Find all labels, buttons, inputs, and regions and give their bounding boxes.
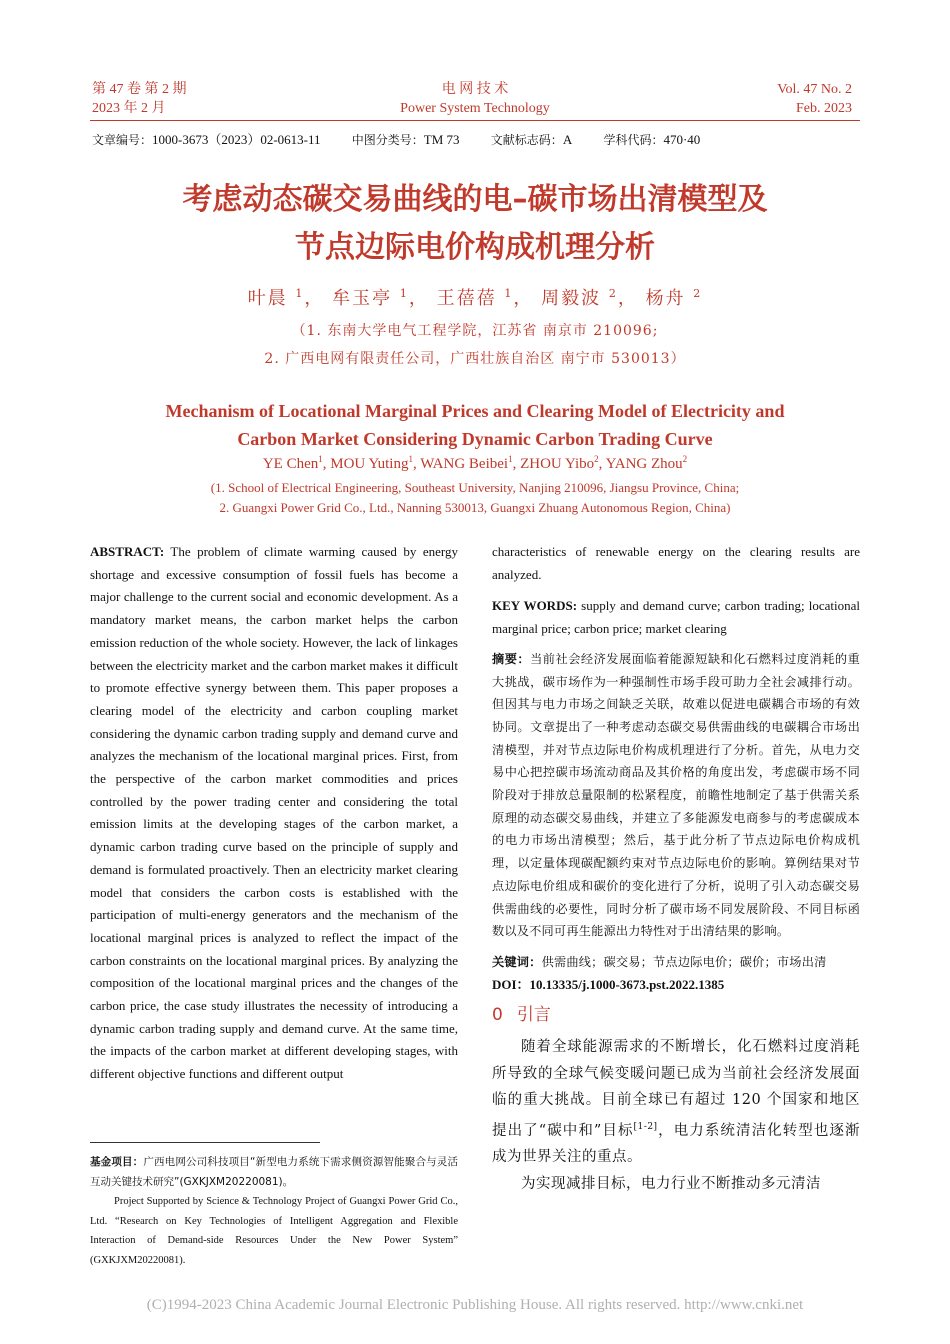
funding-zh: [90, 1153, 458, 1192]
header-divider: [90, 120, 860, 121]
affiliation-zh-1: （1. 东南大学电气工程学院，江苏省 南京市 210096;: [291, 323, 659, 339]
volume-zh: 第 47 卷 第 2 期: [92, 82, 187, 97]
date-zh: 2023 年 2 月: [92, 101, 166, 116]
journal-name-en: Power System Technology: [400, 101, 550, 116]
header-journal: [300, 80, 650, 118]
date-en: Feb. 2023: [796, 101, 852, 116]
abstract-en-text: The problem of climate warming caused by energy shortage and excessive consumption of fossil fuels has become a major challenge to the current social and economic development. As a mandatory market means, the carbon market helps the carbon emission reduction of the whole society. However, the lack of linkages between the electricity market and the carbon market makes it difficult to promote effective synergy between them. This paper proposes a clearing model of the electricity and carbon coupling market considering the dynamic carbon trading supply and demand curve and analyzes the mechanism of the locational marginal prices. First, from the perspective of the carbon market commodities and prices controlled by the power trading center and considering the total emission limits at the developing stages of the carbon market, a dynamic carbon trading curve based on the principle of supply and demand is formulated proactively. Then an electricity market clearing model that considers the carbon costs is established with the participation of multi-energy generators and the mechanism of the locational marginal prices is analyzed to reflect the impact of the carbon constraints on the locational marginal prices. By analyzing the composition of the locational marginal prices and the changes of the carbon price, the case study illustrates the necessity of introducing a dynamic carbon trading supply and demand curve. At the same time, the impacts of the carbon market at different developing stages, with different objective functions and different output: [90, 544, 458, 1082]
title-zh-line2: 节点边际电价构成机理分析: [295, 230, 655, 265]
author-zh: 叶晨 $^1$: [247, 287, 305, 309]
author-zh: 王蓓蓓 $^1$: [436, 287, 514, 309]
funding-zh-text: 广西电网公司科技项目“新型电力系统下需求侧资源智能聚合与灵活互动关键技术研究”(GXKJXM20220081)。: [90, 1156, 458, 1188]
authors-zh: 叶晨 $^1$， 牟玉亭 $^1$， 王蓓蓓 $^1$， 周毅波 $^2$， 杨舟 $^2$: [247, 287, 703, 309]
keywords-en-text: supply and demand curve; carbon trading; locational marginal price; carbon price; market clearing: [492, 598, 861, 637]
author-en: YANG Zhou$^2$: [605, 454, 688, 472]
abstract-zh-label: 摘要：: [492, 651, 531, 666]
affiliation-en-2: 2. Guangxi Power Grid Co., Ltd., Nanning 530013, Guangxi Zhuang Autonomous Region, China): [219, 500, 731, 515]
intro-paragraph-2: 为实现减排目标，电力行业不断推动多元清洁: [521, 1175, 821, 1192]
clc-number: 中图分类号：TM 73: [351, 132, 460, 147]
abstract-zh-text: 当前社会经济发展面临着能源短缺和化石燃料过度消耗的重大挑战，碳市场作为一种强制性市场手段可助力全社会减排行动。但因其与电力市场之间缺乏关联，故难以促进电碳耦合市场的有效协同。文章提出了一种考虑动态碳交易供需曲线的电碳耦合市场出清模型，并对节点边际电价构成机理进行了分析。首先，从电力交易中心把控碳市场流动商品及其价格的角度出发，考虑碳市场不同阶段对于排放总量限制的松紧程度，前瞻性地制定了基于供需关系原理的动态碳交易曲线，并建立了多能源发电商参与的考虑碳成本的电力市场出清模型；然后，基于此分析了节点边际电价构成机理，以定量体现碳配额约束对节点边际电价的影响。算例结果对节点边际电价组成和碳价的变化进行了分析，说明了引入动态碳交易供需曲线的必要性，同时分析了碳市场不同发展阶段、不同目标函数以及不同可再生能源出力特性对于出清结果的影响。: [492, 651, 860, 939]
keywords-en: [492, 595, 860, 640]
author-en: MOU Yuting$^1$: [330, 454, 413, 472]
authors-en: YE Chen$^1$, MOU Yuting$^1$, WANG Beibei$^1$, ZHOU Yibo$^2$, YANG Zhou$^2$: [262, 454, 688, 472]
funding-en: Project Supported by Science & Technology Project of Guangxi Power Grid Co., Ltd. “Research on Key Technologies of Intelligent Aggregation and Flexible Interaction of Demand-side Resources Under the New Power System” (GXKJXM20220081).: [90, 1196, 458, 1266]
affiliation-en-1: (1. School of Electrical Engineering, Southeast University, Nanjing 210096, Jiangsu Province, China;: [210, 480, 740, 495]
citation: [1-2]: [633, 1121, 658, 1132]
author-zh: 周毅波 $^2$: [541, 287, 618, 309]
keywords-zh-text: 供需曲线；碳交易；节点边际电价；碳价；市场出清: [541, 954, 827, 969]
document-code: 文献标志码：A: [490, 132, 573, 147]
header-issue-zh: [92, 80, 187, 118]
section-number: 0: [492, 1005, 503, 1026]
abstract-label: ABSTRACT:: [90, 544, 165, 559]
keywords-zh: [492, 951, 860, 974]
footnote-divider: [90, 1142, 320, 1143]
section-title: 引言: [516, 1005, 551, 1026]
affiliation-zh-2: 2. 广西电网有限责任公司，广西壮族自治区 南宁市 530013）: [264, 351, 686, 367]
subject-code: 学科代码：470·40: [603, 132, 701, 147]
article-meta: [92, 129, 728, 148]
keywords-zh-label: 关键词：: [492, 954, 542, 969]
article-number: 文章编号：1000-3673（2023）02-0613-11: [92, 132, 321, 147]
title-en-line1: Mechanism of Locational Marginal Prices and Clearing Model of Electricity and: [165, 401, 785, 421]
funding-zh-label: 基金项目：: [90, 1156, 144, 1168]
right-column: [492, 541, 860, 1197]
abstract-en-left: [90, 541, 458, 1086]
header-issue-en: [777, 80, 852, 118]
abstract-zh: [492, 648, 860, 943]
doi: DOI：10.13335/j.1000-3673.pst.2022.1385: [492, 976, 725, 992]
abstract-en-continued: characteristics of renewable energy on the clearing results are analyzed.: [492, 544, 860, 582]
author-en: WANG Beibei$^1$: [420, 454, 513, 472]
author-zh: 杨舟 $^2$: [645, 287, 703, 309]
volume-en: Vol. 47 No. 2: [777, 82, 852, 97]
author-en: YE Chen$^1$: [262, 454, 323, 472]
section-heading: [492, 1002, 860, 1028]
intro-paragraph-1: 随着全球能源需求的不断增长，化石燃料过度消耗所导致的全球气候变暖问题已成为当前社会经济发展面临的重大挑战。目前全球已有超过 120 个国家和地区提出了“碳中和”目标[1-2]，电力系统清洁化转型也逐渐成为世界关注的重点。: [492, 1039, 860, 1166]
title-zh-line1: 考虑动态碳交易曲线的电–碳市场出清模型及: [182, 182, 768, 217]
journal-name-zh: 电 网 技 术: [441, 82, 509, 97]
author-zh: 牟玉亭 $^1$: [332, 287, 409, 309]
title-en-line2: Carbon Market Considering Dynamic Carbon Trading Curve: [237, 429, 713, 449]
copyright-notice: (C)1994-2023 China Academic Journal Electronic Publishing House. All rights reserved. http://www.cnki.net: [146, 1297, 804, 1313]
author-en: ZHOU Yibo$^2$: [520, 454, 599, 472]
keywords-en-label: KEY WORDS:: [492, 598, 578, 614]
